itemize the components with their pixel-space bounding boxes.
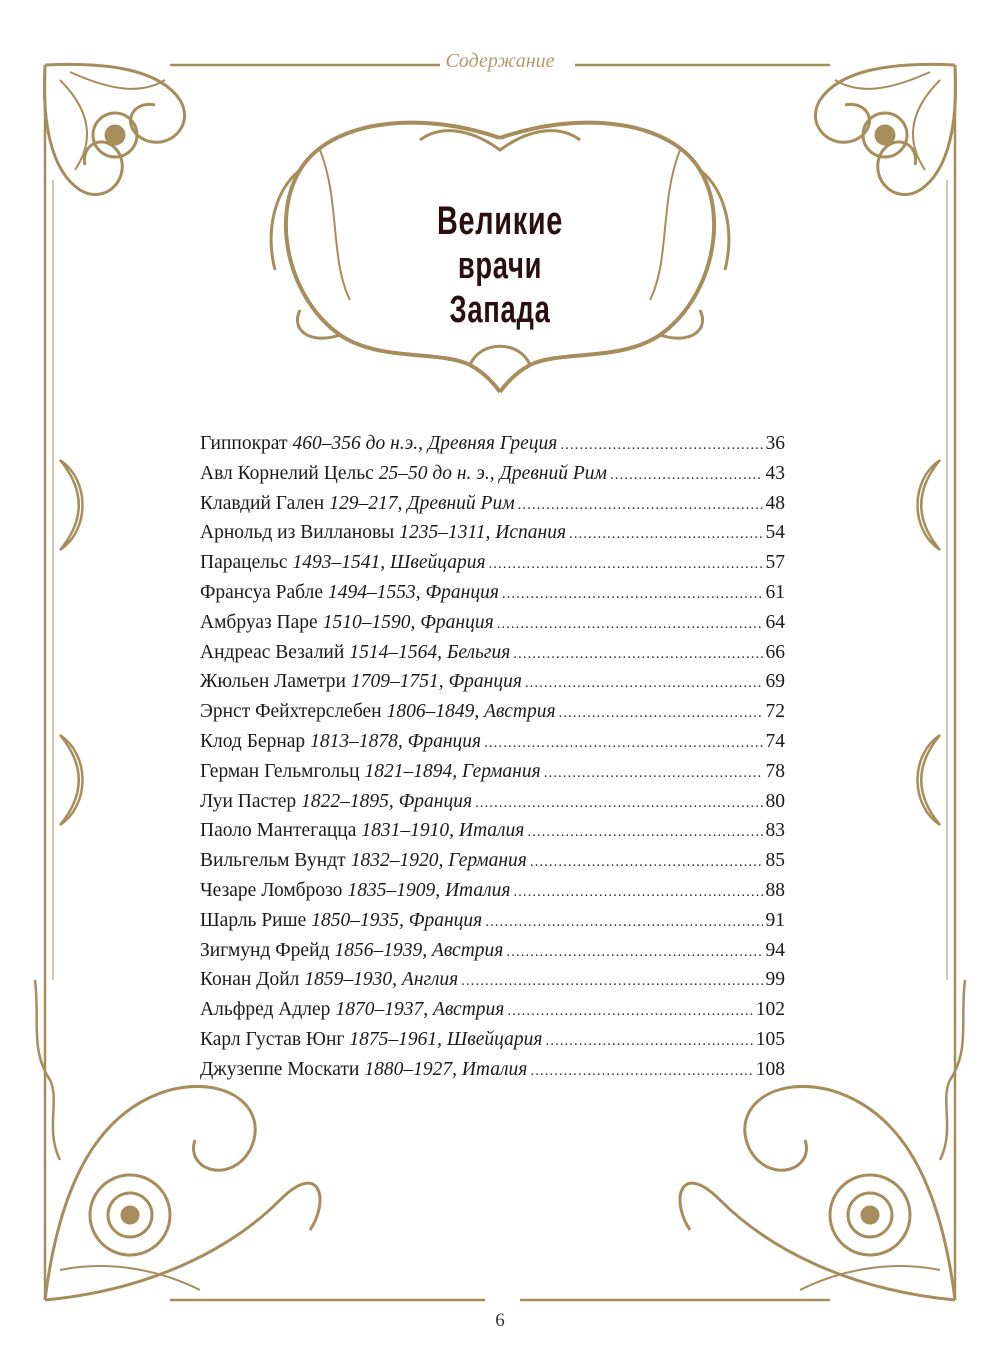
toc-entry[interactable] [200, 519, 785, 549]
dot-leader [610, 461, 763, 490]
toc-entry[interactable] [200, 549, 785, 579]
toc-entry[interactable] [200, 788, 785, 818]
toc-entry[interactable] [200, 728, 785, 758]
toc-entry-name: Зигмунд Фрейд [200, 939, 330, 961]
toc-entry-name: Альфред Адлер [200, 999, 331, 1021]
toc-entry-page: 69 [765, 671, 785, 693]
toc-entry-page: 94 [765, 939, 785, 961]
toc-entry[interactable] [200, 1056, 785, 1086]
toc-entry[interactable] [200, 937, 785, 967]
dot-leader [527, 818, 762, 847]
dot-leader [497, 610, 763, 639]
toc-entry-page: 99 [765, 969, 785, 991]
toc-entry-page: 48 [765, 492, 785, 514]
table-of-contents [200, 430, 785, 1086]
dot-leader [484, 729, 762, 758]
toc-entry-page: 72 [765, 701, 785, 723]
toc-entry[interactable] [200, 609, 785, 639]
dot-leader [530, 848, 763, 877]
toc-entry-name: Паоло Мантегацца [200, 820, 357, 842]
toc-entry-detail: 1856–1939, Австрия [334, 939, 504, 961]
dot-leader [502, 580, 763, 609]
dot-leader [530, 1057, 752, 1086]
toc-entry-name: Авл Корнелий Цельс [200, 462, 374, 484]
toc-entry-name: Амбруаз Паре [200, 611, 318, 633]
toc-entry-page: 57 [765, 552, 785, 574]
toc-entry-detail: 25–50 до н. э., Древний Рим [378, 462, 607, 484]
toc-entry-page: 88 [765, 879, 785, 901]
dot-leader [525, 669, 763, 698]
toc-entry-page: 105 [755, 1028, 785, 1050]
toc-entry-page: 85 [765, 850, 785, 872]
running-head: Содержание [445, 50, 555, 72]
toc-entry[interactable] [200, 907, 785, 937]
toc-entry-name: Шарль Рише [200, 909, 307, 931]
toc-entry-page: 36 [765, 433, 785, 454]
toc-entry-detail: 1822–1895, Франция [301, 790, 473, 812]
toc-entry-name: Чезаре Ломброзо [200, 879, 343, 901]
toc-entry-detail: 1880–1927, Италия [364, 1058, 528, 1080]
toc-entry-name: Клавдий Гален [200, 492, 325, 514]
toc-entry-detail: 1510–1590, Франция [322, 611, 494, 633]
dot-leader [507, 997, 752, 1026]
toc-entry-detail: 1870–1937, Австрия [335, 999, 505, 1021]
dot-leader [569, 520, 762, 549]
toc-entry-detail: 1850–1935, Франция [311, 909, 483, 931]
title-line-2: врачи Запада [449, 245, 551, 331]
toc-entry-detail: 1813–1878, Франция [310, 730, 482, 752]
dot-leader [518, 491, 763, 520]
toc-entry-page: 54 [765, 522, 785, 544]
toc-entry-name: Клод Бернар [200, 730, 306, 752]
toc-entry-detail: 1709–1751, Франция [350, 671, 522, 693]
dot-leader [489, 550, 763, 579]
toc-entry[interactable] [200, 698, 785, 728]
dot-leader [485, 908, 762, 937]
toc-entry[interactable] [200, 430, 785, 460]
toc-entry[interactable] [200, 639, 785, 669]
toc-entry[interactable] [200, 966, 785, 996]
toc-entry-detail: 460–356 до н.э., Древняя Греция [292, 433, 558, 454]
toc-entry-name: Вильгельм Вундт [200, 850, 346, 872]
toc-entry-page: 83 [765, 820, 785, 842]
toc-entry[interactable] [200, 579, 785, 609]
toc-entry-page: 78 [765, 760, 785, 782]
page-number: 6 [495, 1310, 505, 1331]
toc-entry-name: Карл Густав Юнг [200, 1028, 345, 1050]
toc-entry-detail: 1493–1541, Швейцария [292, 552, 486, 574]
dot-leader [544, 759, 763, 788]
toc-entry-name: Джузеппе Москати [200, 1058, 360, 1080]
toc-entry-detail: 1875–1961, Швейцария [349, 1028, 543, 1050]
toc-entry-name: Андреас Везалий [200, 641, 345, 663]
toc-entry-name: Эрнст Фейхтерслебен [200, 701, 382, 723]
toc-entry-detail: 1235–1311, Испания [399, 522, 567, 544]
toc-entry-page: 102 [755, 999, 785, 1021]
toc-entry[interactable] [200, 490, 785, 520]
toc-entry-name: Парацельс [200, 552, 288, 574]
dot-leader [560, 431, 762, 460]
toc-entry[interactable] [200, 668, 785, 698]
toc-entry-name: Луи Пастер [200, 790, 297, 812]
toc-entry[interactable] [200, 460, 785, 490]
toc-entry-detail: 1514–1564, Бельгия [349, 641, 511, 663]
toc-entry-page: 61 [765, 581, 785, 603]
toc-entry-page: 74 [765, 730, 785, 752]
toc-entry[interactable] [200, 847, 785, 877]
dot-leader [513, 878, 762, 907]
dot-leader [506, 938, 762, 967]
toc-entry-page: 66 [765, 641, 785, 663]
dot-leader [559, 699, 763, 728]
toc-entry-name: Арнольд из Виллановы [200, 522, 395, 544]
toc-entry-detail: 1821–1894, Германия [364, 760, 541, 782]
toc-entry[interactable] [200, 1026, 785, 1056]
toc-entry-page: 43 [765, 462, 785, 484]
dot-leader [545, 1027, 752, 1056]
title-line-1: Великие [437, 199, 563, 243]
dot-leader [475, 789, 762, 818]
toc-entry-detail: 1832–1920, Германия [350, 850, 527, 872]
toc-entry-detail: 1494–1553, Франция [328, 581, 499, 603]
toc-entry-detail: 1835–1909, Италия [347, 879, 511, 901]
dot-leader [513, 640, 762, 669]
toc-entry-detail: 1831–1910, Италия [361, 820, 525, 842]
toc-entry-name: Герман Гельмгольц [200, 760, 360, 782]
toc-entry-detail: 1806–1849, Австрия [386, 701, 556, 723]
toc-entry-detail: 1859–1930, Англия [304, 969, 459, 991]
toc-entry-name: Франсуа Рабле [200, 581, 323, 603]
toc-entry-page: 80 [765, 790, 785, 812]
toc-entry-page: 91 [765, 909, 785, 931]
dot-leader [461, 967, 762, 996]
book-title [380, 198, 620, 332]
toc-entry-name: Гиппократ [200, 433, 288, 454]
toc-entry[interactable] [200, 996, 785, 1026]
toc-entry-name: Конан Дойл [200, 969, 300, 991]
toc-entry-detail: 129–217, Древний Рим [329, 492, 515, 514]
toc-entry[interactable] [200, 817, 785, 847]
toc-entry-page: 108 [755, 1058, 785, 1080]
toc-entry[interactable] [200, 877, 785, 907]
toc-entry-page: 64 [765, 611, 785, 633]
toc-entry[interactable] [200, 758, 785, 788]
toc-entry-name: Жюльен Ламетри [200, 671, 346, 693]
flourish-corner-icon [815, 64, 955, 194]
flourish-corner-icon [44, 64, 184, 194]
